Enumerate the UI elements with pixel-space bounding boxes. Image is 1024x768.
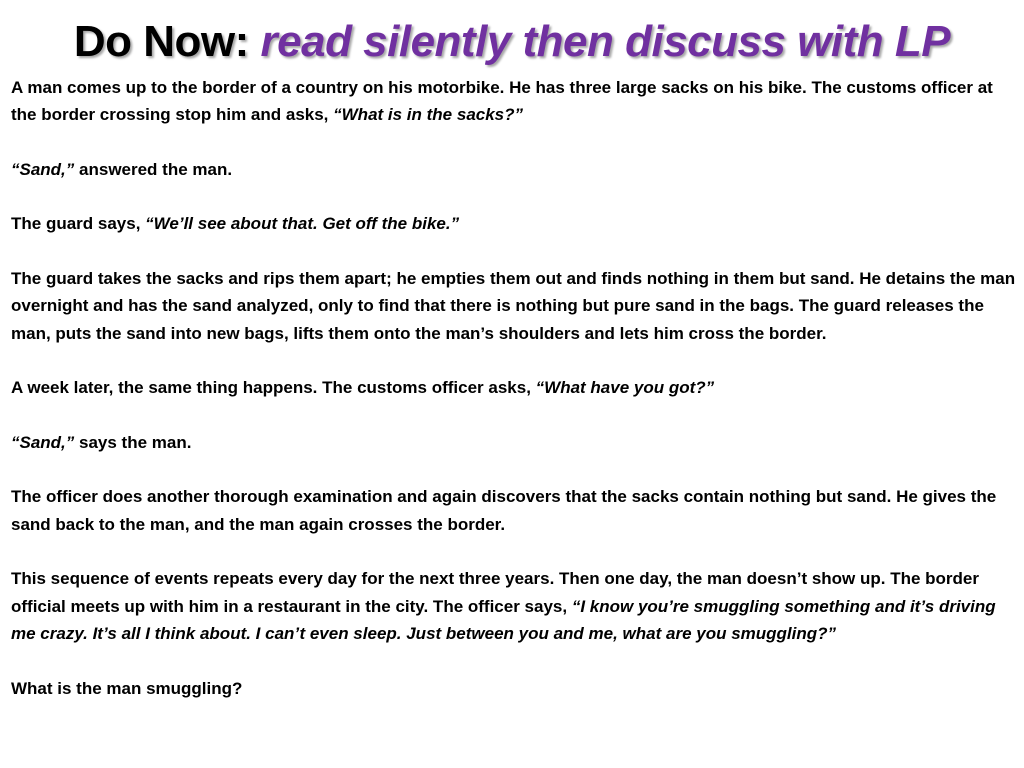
question-text: What is the man smuggling?	[11, 678, 243, 698]
paragraph-second-exam	[11, 483, 1017, 538]
three-years-text: This sequence of events repeats every day for the next three years. Then one day, the man doesn’t show up. The border official meets up with him in a restaurant in the city. The officer says,	[11, 569, 980, 616]
paragraph-three-years	[11, 565, 1017, 647]
guard-quote: “We’ll see about that. Get off the bike.”	[145, 214, 460, 234]
paragraph-inspection	[11, 265, 1017, 347]
intro-quote: “What is in the sacks?”	[333, 105, 524, 125]
paragraph-week-later	[11, 374, 1017, 401]
paragraph-intro	[11, 74, 1017, 129]
paragraph-question	[11, 675, 1017, 702]
second-exam-text: The officer does another thorough examination and again discovers that the sacks contain nothing but sand. He gives the sand back to the man, and the man again crosses the border.	[11, 487, 997, 534]
sand-quote: “Sand,”	[11, 159, 75, 179]
paragraph-guard-says	[11, 210, 1017, 237]
week-later-quote: “What have you got?”	[535, 378, 715, 398]
inspection-text: The guard takes the sacks and rips them apart; he empties them out and finds nothing in them but sand. He detains the man overnight and has the sand analyzed, only to find that there is nothing but pure sand in the bags. The guard releases the man, puts the sand into new bags, lifts them onto the man’s shoulders and lets him cross the border.	[11, 269, 1016, 343]
three-years-quote: “I know you’re smuggling something and it’s driving me crazy. It’s all I think about. I can’t even sleep. Just between you and me, what are you smuggling?”	[11, 596, 996, 643]
sand-again-quote: “Sand,”	[11, 432, 75, 452]
sand-answer-text: answered the man.	[74, 159, 233, 179]
sand-again-text: says the man.	[74, 432, 192, 452]
week-later-text: A week later, the same thing happens. The customs officer asks,	[11, 378, 536, 398]
paragraph-sand-again	[11, 429, 1017, 456]
intro-text: A man comes up to the border of a country on his motorbike. He has three large sacks on his bike. The customs officer at the border crossing stop him and asks,	[11, 78, 993, 125]
paragraph-sand-answer	[11, 156, 1017, 183]
title-instruction: read silently then discuss with LP	[260, 17, 951, 66]
guard-says-text: The guard says,	[11, 214, 146, 234]
title-do-now: Do Now:	[73, 17, 249, 66]
slide-title	[0, 14, 1024, 70]
story-text	[11, 74, 1017, 702]
